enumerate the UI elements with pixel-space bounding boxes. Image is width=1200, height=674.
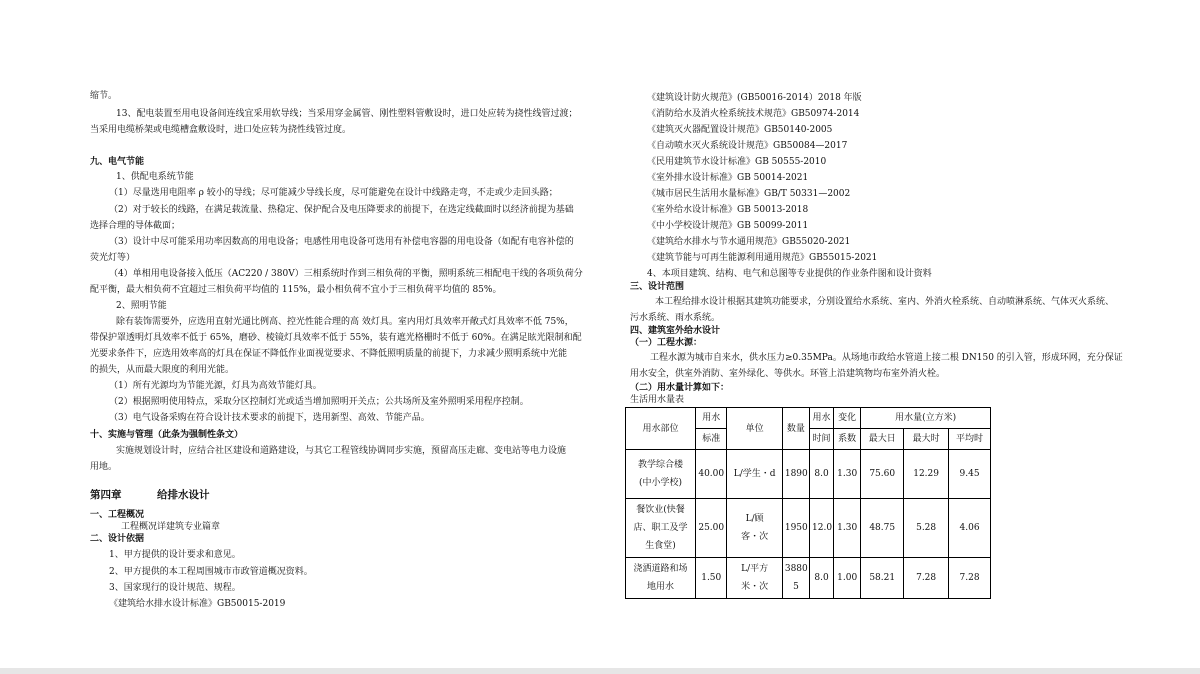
table-cell: 1.50 [696,558,727,599]
cell-text: L/顾 [745,514,764,524]
table-cell: 9.45 [949,450,991,499]
table-cell: 5.28 [904,499,949,558]
table-header-row [626,408,991,429]
text-line: 《建筑节能与可再生能源利用通用规范》GB55015-2021 [647,253,878,263]
table-cell [727,558,782,599]
water-usage-table [625,407,991,599]
header-cell: 用水 [696,408,727,429]
text-line: 荧光灯等） [90,253,136,263]
text-line: （3）设计中尽可能采用功率因数高的用电设备；电感性用电设备可选用有补偿电容器的用电设备（如配有电容补偿的 [109,237,574,247]
text-line: （2）对于较长的线路，在满足载流量、热稳定、保护配合及电压降要求的前提下，在选定线截面时以经济前提为基础 [109,205,574,215]
section-heading: 二、设计依据 [90,534,145,544]
table-cell: 7.28 [904,558,949,599]
table-cell: 12.29 [904,450,949,499]
text-line: 《建筑设计防火规范》(GB50016-2014）2018 年版 [647,93,862,103]
chapter-title: 给排水设计 [157,489,210,501]
text-line: 2、照明节能 [116,301,167,311]
cell-text: 餐饮业(快餐 [636,505,685,515]
table-cell: 1.00 [834,558,861,599]
section-heading: 三、设计范围 [630,282,685,292]
cell-text: L/平方 [741,564,769,574]
header-cell: 时间 [810,429,834,450]
text-line: 实施规划设计时，应结合社区建设和道路建设，与其它工程管线协调同步实施，预留高压走廊、变电站等电力设施 [116,446,567,456]
cell-text: 生食堂) [645,541,676,551]
text-line: 《中小学校设计规范》GB 50099-2011 [647,221,809,231]
table-cell: 8.0 [810,558,834,599]
table-cell [626,558,696,599]
text-line: 《建筑给水排水与节水通用规范》GB55020-2021 [647,237,851,247]
chapter-number: 第四章 [90,489,122,501]
text-line: 污水系统、雨水系统。 [630,313,721,323]
text-line: 除有装饰需要外，应选用直射光通比例高、控光性能合理的高 效灯具。室内用灯具效率开敞式灯具效率不低 75%， [116,317,574,327]
text-line: 《民用建筑节水设计标准》GB 50555-2010 [647,157,827,167]
section-heading: 九、电气节能 [90,157,145,167]
table-cell: 1890 [782,450,809,499]
text-line: （1）尽量选用电阻率 ρ 较小的导线；尽可能减少导线长度，尽可能避免在设计中线路走弯，不走或少走回头路； [109,188,558,198]
text-line: 1、供配电系统节能 [116,172,194,182]
text-line: 工程水源为城市自来水，供水压力≥0.35MPa。从场地市政给水管道上接二根 DN150 的引入管，形成环网，充分保证 [650,353,1123,363]
table-cell: 1950 [782,499,809,558]
text-line: 配平衡，最大相负荷不宜超过三相负荷平均值的 115%，最小相负荷不宜小于三相负荷平均值的 85%。 [90,285,502,295]
text-line: （2）根据照明使用特点，采取分区控制灯光或适当增加照明开关点；公共场所及室外照明采用程序控制。 [109,397,529,407]
table-cell [727,499,782,558]
table-cell: 8.0 [810,450,834,499]
header-cell: 最大时 [904,429,949,450]
text-line: 当采用电缆桥架或电缆槽盒敷设时，进口处应转为挠性线管过度。 [90,125,352,135]
cell-text: 3880 [784,564,808,574]
table-cell: 48.75 [861,499,904,558]
table-row [626,499,991,558]
header-cell: 最大日 [861,429,904,450]
text-line: 《消防给水及消火栓系统技术规范》GB50974-2014 [647,109,860,119]
header-cell: 单位 [727,408,782,450]
section-heading: 四、建筑室外给水设计 [630,326,721,336]
header-cell: 标准 [696,429,727,450]
header-cell: 系数 [834,429,861,450]
table-row [626,450,991,499]
text-line: 《建筑灭火器配置设计规范》GB50140-2005 [647,125,833,135]
cell-text: 地用水 [647,582,675,592]
text-line: 3、国家现行的设计规范、规程。 [109,583,241,593]
subsection-heading: （一）工程水源： [630,338,703,348]
table-cell: 1.30 [834,450,861,499]
text-line: （1）所有光源均为节能光源，灯具为高效节能灯具。 [109,381,322,391]
text-line: 的损失，从而最大限度的利用光能。 [90,365,235,375]
text-line: 光要求条件下，应选用效率高的灯具在保证不降低作业面视觉要求、不降低照明质量的前提下，力求减少照明系统中光能 [90,349,568,359]
table-cell: 40.00 [696,450,727,499]
text-line: 本工程给排水设计根据其建筑功能要求，分别设置给水系统、室内、外消火栓系统、自动喷淋系统、气体灭火系统、 [655,297,1115,307]
table-cell: 1.30 [834,499,861,558]
table-cell: 12.0 [810,499,834,558]
text-line: 4、本项目建筑、结构、电气和总图等专业提供的作业条件图和设计资料 [647,269,932,279]
table-cell [782,558,809,599]
text-line: 用地。 [90,462,118,472]
header-cell: 用水部位 [626,408,696,450]
text-line: 工程概况详建筑专业篇章 [121,522,221,532]
text-line: （3）电气设备采购在符合设计技术要求的前提下，选用新型、高效、节能产品。 [109,413,430,423]
header-cell: 用水 [810,408,834,429]
text-line: 缩节。 [90,91,118,101]
text-line: 1、甲方提供的设计要求和意见。 [109,550,241,560]
text-line: 《城市居民生活用水量标准》GB/T 50331—2002 [647,189,851,199]
cell-text: 米・次 [741,582,769,592]
text-line: （4）单相用电设备接入低压（AC220 / 380V）三相系统时作到三相负荷的平衡，照明系统三相配电干线的各项负荷分 [109,269,583,279]
table-cell: 25.00 [696,499,727,558]
text-line: 13、配电装置至用电设备间连线宜采用软导线；当采用穿金属管、刚性塑料管敷设时，进口处应转为挠性线管过渡； [116,109,578,119]
text-line: 《室外排水设计标准》GB 50014-2021 [647,173,809,183]
text-line: 《建筑给水排水设计标准》GB50015-2019 [109,599,286,609]
viewer-bottom-edge [0,668,1200,674]
header-cell: 用水量(立方米) [861,408,991,429]
section-heading: 十、实施与管理（此条为强制性条文） [90,430,244,440]
table-cell: 75.60 [861,450,904,499]
table-cell [626,450,696,499]
cell-text: 5 [793,582,799,592]
header-cell: 数量 [782,408,809,450]
text-line: 用水安全，供室外消防、室外绿化、等供水。环管上沿建筑物均布室外消火栓。 [630,369,946,379]
table-cell: L/学生・d [727,450,782,499]
cell-text: 浇洒道路和场 [633,564,688,574]
table-cell: 58.21 [861,558,904,599]
section-heading: 一、工程概况 [90,510,145,520]
cell-text: 店、职工及学 [633,523,688,533]
header-cell: 变化 [834,408,861,429]
text-line: 2、甲方提供的本工程周围城市市政管道概况资料。 [109,567,313,577]
text-line: 《自动喷水灭火系统设计规范》GB50084—2017 [647,141,848,151]
cell-text: 教学综合楼 [638,460,684,470]
table-cell: 7.28 [949,558,991,599]
text-line: 《室外给水设计标准》GB 50013-2018 [647,205,809,215]
table-caption: 生活用水量表 [630,395,685,405]
text-line: 选择合理的导体截面； [90,221,181,231]
table-row [626,558,991,599]
table-cell: 4.06 [949,499,991,558]
cell-text: 客・次 [741,532,769,542]
header-cell: 平均时 [949,429,991,450]
cell-text: (中小学校) [639,478,683,488]
subsection-heading: （二）用水量计算如下： [630,383,730,393]
table-cell [626,499,696,558]
text-line: 带保护罩透明灯具效率不低于 65%，磨砂、棱镜灯具效率不低于 55%，装有遮光格栅时不低于 60%。在满足眩光限制和配 [90,333,582,343]
